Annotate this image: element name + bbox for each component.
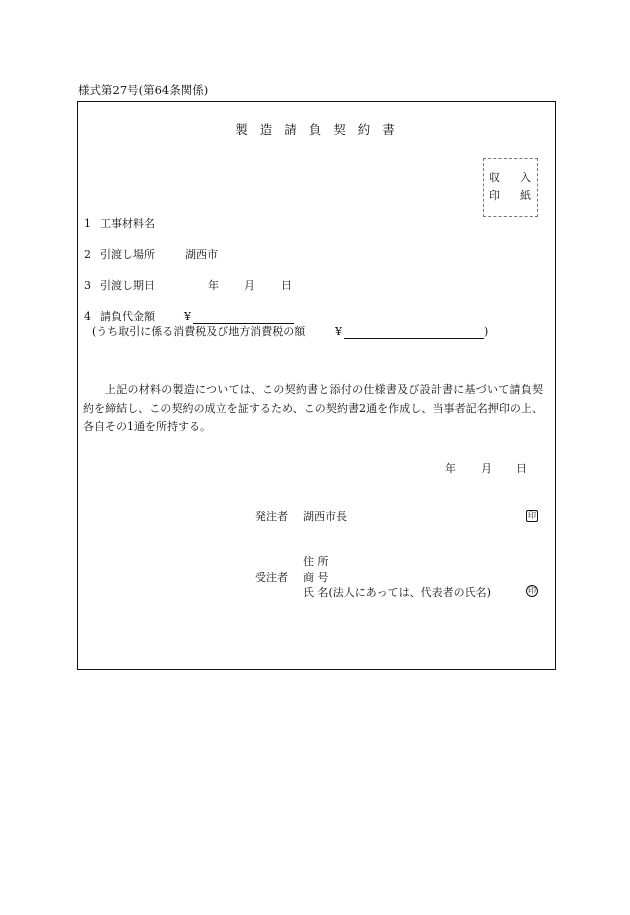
delivery-date-day: 日 [281, 279, 292, 292]
contract-date-day: 日 [516, 462, 527, 475]
contract-body-text: 上記の材料の製造については、この契約書と添付の仕様書及び設計書に基づいて請負契約を締結し、この契約の成立を証するため、この契約書2通を作成し、当事者記名押印の上、各自その1通を所持する。 [83, 383, 543, 433]
issuer-seal-mark: 印 [528, 511, 536, 520]
item-number: 1 [84, 217, 91, 230]
material-name-label: 工事材料名 [100, 217, 155, 230]
delivery-place-label: 引渡し場所 [100, 248, 155, 261]
contract-amount-field[interactable] [193, 323, 294, 324]
contractor-seal-mark: 印 [528, 586, 536, 595]
delivery-place-value: 湖西市 [185, 248, 218, 261]
form-number: 様式第27号(第64条関係) [78, 83, 209, 97]
contractor-label: 受注者 [255, 571, 288, 584]
tax-amount-close: ) [484, 325, 489, 338]
contract-date-year: 年 [445, 462, 456, 475]
tax-amount-field[interactable] [344, 338, 484, 339]
item-number: 3 [84, 279, 91, 292]
yen-sign: ¥ [335, 325, 342, 338]
issuer-name: 湖西市長 [303, 510, 347, 523]
issuer-label: 発注者 [255, 510, 288, 523]
revenue-stamp-box [483, 158, 538, 217]
stamp-char: 印 [489, 189, 500, 202]
document-title: 製造請負契約書 [235, 122, 407, 137]
item-number: 4 [84, 310, 91, 323]
contractor-address-label: 住 所 [303, 555, 329, 568]
item-number: 2 [84, 248, 91, 261]
yen-sign: ¥ [184, 310, 191, 323]
delivery-date-label: 引渡し期日 [100, 279, 155, 292]
contract-date-month: 月 [481, 462, 492, 475]
stamp-char: 収 [489, 171, 500, 184]
delivery-date-year: 年 [208, 279, 219, 292]
contractor-name-label: 氏 名(法人にあっては、代表者の氏名) [303, 586, 491, 599]
tax-amount-note: (うち取引に係る消費税及び地方消費税の額 [92, 325, 306, 338]
stamp-char: 入 [520, 171, 531, 184]
contract-amount-label: 請負代金額 [100, 310, 155, 323]
contractor-trade-name-label: 商 号 [303, 571, 329, 584]
delivery-date-month: 月 [244, 279, 255, 292]
stamp-char: 紙 [520, 189, 531, 202]
